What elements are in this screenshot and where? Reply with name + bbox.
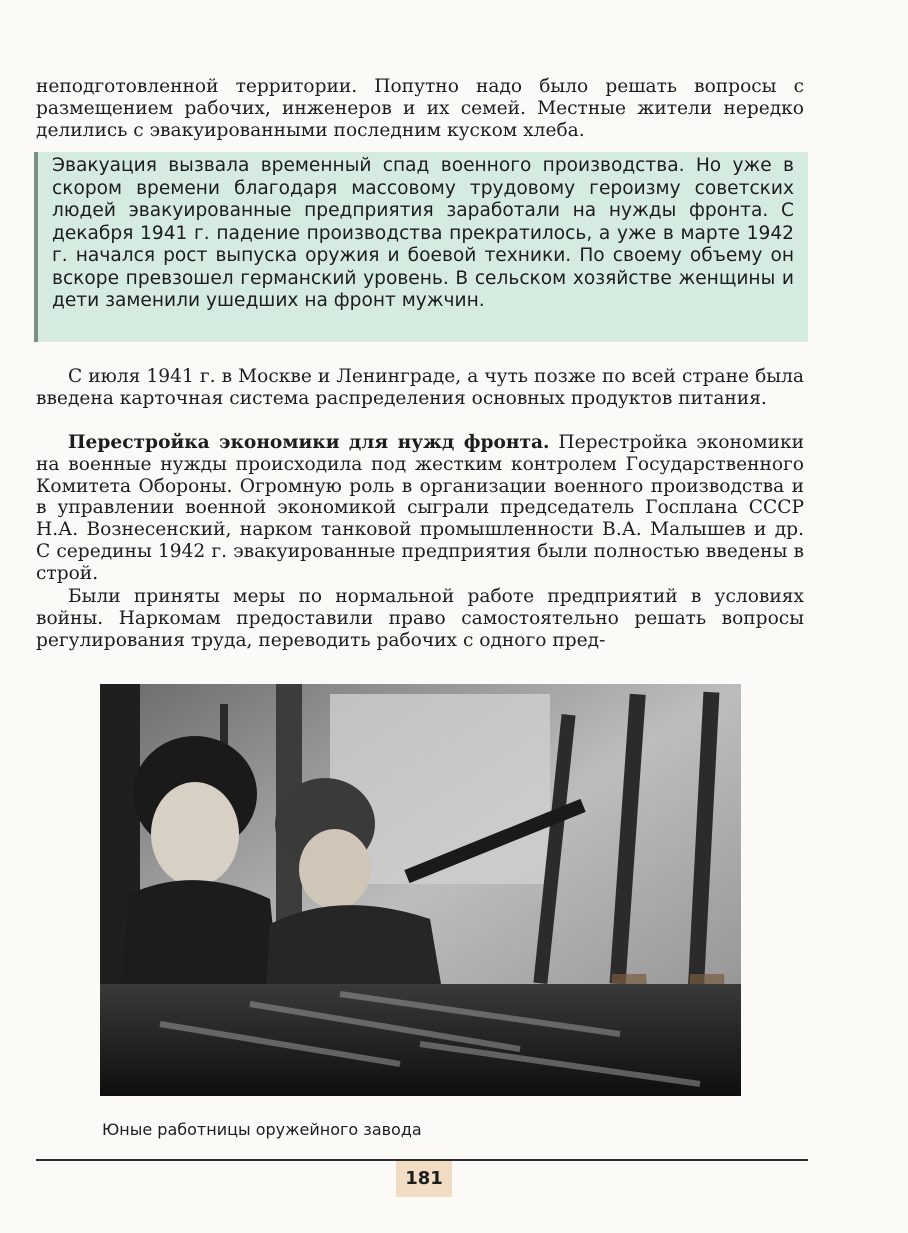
section-heading: Перестройка экономики для нужд фронта.: [68, 432, 550, 453]
section-paragraph: [36, 432, 804, 585]
photo-caption: Юные работницы оружейного завода: [102, 1120, 422, 1139]
section-body: Перестройка экономики на военные нужды происходила под жестким контролем Государственного Комитета Обороны. Огромную роль в организации военного производства и в управлении военной экономикой сыграли председатель Госплана СССР Н.А. Вознесенский, нарком танковой промышленности В.А. Малышев и др. С середины 1942 г. эвакуированные предприятия были полностью введены в строй.: [36, 432, 804, 584]
factory-photo: [100, 684, 741, 1096]
page-number: 181: [396, 1161, 452, 1197]
factory-photo-illustration: [100, 684, 741, 1096]
paragraph-ration-cards: С июля 1941 г. в Москве и Ленинграде, а чуть позже по всей стране была введена карточная система распределения основных продуктов питания.: [36, 366, 804, 409]
highlight-box: [34, 152, 808, 342]
top-paragraph: неподготовленной территории. Попутно надо было решать вопросы с размещением рабочих, инженеров и их семей. Местные жители нередко делились с эвакуированными последним куском хлеба.: [36, 76, 804, 141]
highlight-text: Эвакуация вызвала временный спад военного производства. Но уже в скором времени благодаря массовому трудовому героизму советских людей эвакуированные предприятия заработали на нужды фронта. С декабря 1941 г. падение производства прекратилось, а уже в марте 1942 г. начался рост выпуска оружия и боевой техники. По своему объему он вскоре превзошел германский уровень. В сельском хозяйстве женщины и дети заменили ушедших на фронт мужчин.: [52, 155, 794, 311]
paragraph-measures: Были приняты меры по нормальной работе предприятий в условиях войны. Наркомам предоставили право самостоятельно решать вопросы регулирования труда, переводить рабочих с одного пред-: [36, 586, 804, 651]
